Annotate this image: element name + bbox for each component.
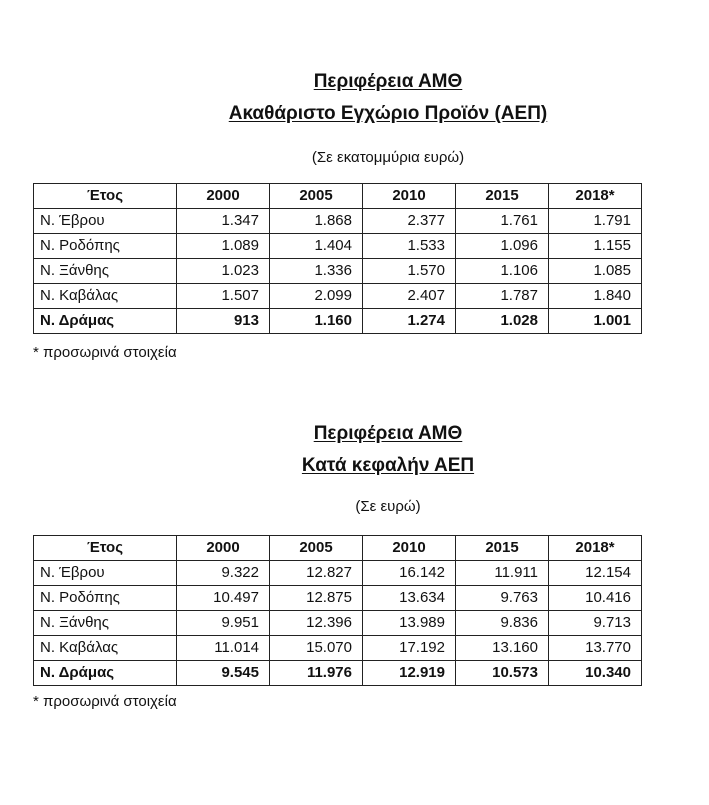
table-row <box>34 586 642 611</box>
table-row <box>34 561 642 586</box>
value-cell: 1.761 <box>456 209 549 234</box>
region-cell: Ν. Καβάλας <box>34 636 177 661</box>
value-cell: 9.763 <box>456 586 549 611</box>
table-row <box>34 234 642 259</box>
table2-title-line2: Κατά κεφαλήν ΑΕΠ <box>301 455 475 476</box>
table1-title-line2: Ακαθάριστο Εγχώριο Προϊόν (ΑΕΠ) <box>228 103 548 124</box>
value-cell: 12.827 <box>270 561 363 586</box>
value-cell: 1.787 <box>456 284 549 309</box>
value-cell: 15.070 <box>270 636 363 661</box>
table1-title-line1: Περιφέρεια ΑΜΘ <box>313 71 463 92</box>
table-row <box>34 284 642 309</box>
value-cell: 1.533 <box>363 234 456 259</box>
value-cell: 9.836 <box>456 611 549 636</box>
header-cell: Έτος <box>34 536 177 561</box>
header-cell: 2010 <box>363 536 456 561</box>
header-cell: 2005 <box>270 536 363 561</box>
table-row <box>34 209 642 234</box>
value-cell: 12.396 <box>270 611 363 636</box>
value-cell: 1.347 <box>177 209 270 234</box>
value-cell: 10.340 <box>549 661 642 686</box>
value-cell: 1.085 <box>549 259 642 284</box>
value-cell: 10.416 <box>549 586 642 611</box>
region-cell: Ν. Έβρου <box>34 209 177 234</box>
table2-footnote: * προσωρινά στοιχεία <box>33 693 177 710</box>
table1-unit: (Σε εκατομμύρια ευρώ) <box>311 149 465 166</box>
value-cell: 16.142 <box>363 561 456 586</box>
value-cell: 13.160 <box>456 636 549 661</box>
value-cell: 1.336 <box>270 259 363 284</box>
region-cell: Ν. Ξάνθης <box>34 611 177 636</box>
header-cell: 2000 <box>177 536 270 561</box>
value-cell: 1.160 <box>270 309 363 334</box>
value-cell: 17.192 <box>363 636 456 661</box>
value-cell: 1.791 <box>549 209 642 234</box>
table2-title-line1: Περιφέρεια ΑΜΘ <box>313 423 463 444</box>
value-cell: 1.155 <box>549 234 642 259</box>
table-row <box>34 611 642 636</box>
value-cell: 1.001 <box>549 309 642 334</box>
value-cell: 1.274 <box>363 309 456 334</box>
value-cell: 12.919 <box>363 661 456 686</box>
value-cell: 11.976 <box>270 661 363 686</box>
value-cell: 9.713 <box>549 611 642 636</box>
table-row <box>34 309 642 334</box>
value-cell: 1.868 <box>270 209 363 234</box>
header-cell: 2010 <box>363 184 456 209</box>
value-cell: 1.404 <box>270 234 363 259</box>
region-cell: Ν. Δράμας <box>34 661 177 686</box>
value-cell: 2.099 <box>270 284 363 309</box>
gdp-per-capita-table <box>33 535 642 686</box>
value-cell: 1.096 <box>456 234 549 259</box>
value-cell: 1.507 <box>177 284 270 309</box>
region-cell: Ν. Καβάλας <box>34 284 177 309</box>
value-cell: 1.840 <box>549 284 642 309</box>
table-header-row <box>34 536 642 561</box>
value-cell: 1.089 <box>177 234 270 259</box>
header-cell: Έτος <box>34 184 177 209</box>
header-cell: 2015 <box>456 184 549 209</box>
table2-unit: (Σε ευρώ) <box>355 498 421 515</box>
region-cell: Ν. Ξάνθης <box>34 259 177 284</box>
header-cell: 2018* <box>549 536 642 561</box>
header-cell: 2018* <box>549 184 642 209</box>
value-cell: 12.875 <box>270 586 363 611</box>
value-cell: 9.545 <box>177 661 270 686</box>
table1-footnote: * προσωρινά στοιχεία <box>33 344 177 361</box>
value-cell: 1.570 <box>363 259 456 284</box>
region-cell: Ν. Έβρου <box>34 561 177 586</box>
value-cell: 10.573 <box>456 661 549 686</box>
value-cell: 1.106 <box>456 259 549 284</box>
region-cell: Ν. Δράμας <box>34 309 177 334</box>
value-cell: 13.989 <box>363 611 456 636</box>
value-cell: 10.497 <box>177 586 270 611</box>
region-cell: Ν. Ροδόπης <box>34 234 177 259</box>
value-cell: 9.322 <box>177 561 270 586</box>
value-cell: 9.951 <box>177 611 270 636</box>
gdp-table <box>33 183 642 334</box>
header-cell: 2015 <box>456 536 549 561</box>
value-cell: 13.770 <box>549 636 642 661</box>
table-row <box>34 661 642 686</box>
value-cell: 11.014 <box>177 636 270 661</box>
header-cell: 2005 <box>270 184 363 209</box>
header-cell: 2000 <box>177 184 270 209</box>
value-cell: 2.407 <box>363 284 456 309</box>
value-cell: 1.028 <box>456 309 549 334</box>
value-cell: 11.911 <box>456 561 549 586</box>
region-cell: Ν. Ροδόπης <box>34 586 177 611</box>
table-row <box>34 636 642 661</box>
value-cell: 1.023 <box>177 259 270 284</box>
table-row <box>34 259 642 284</box>
value-cell: 2.377 <box>363 209 456 234</box>
value-cell: 913 <box>177 309 270 334</box>
value-cell: 13.634 <box>363 586 456 611</box>
table-header-row <box>34 184 642 209</box>
value-cell: 12.154 <box>549 561 642 586</box>
